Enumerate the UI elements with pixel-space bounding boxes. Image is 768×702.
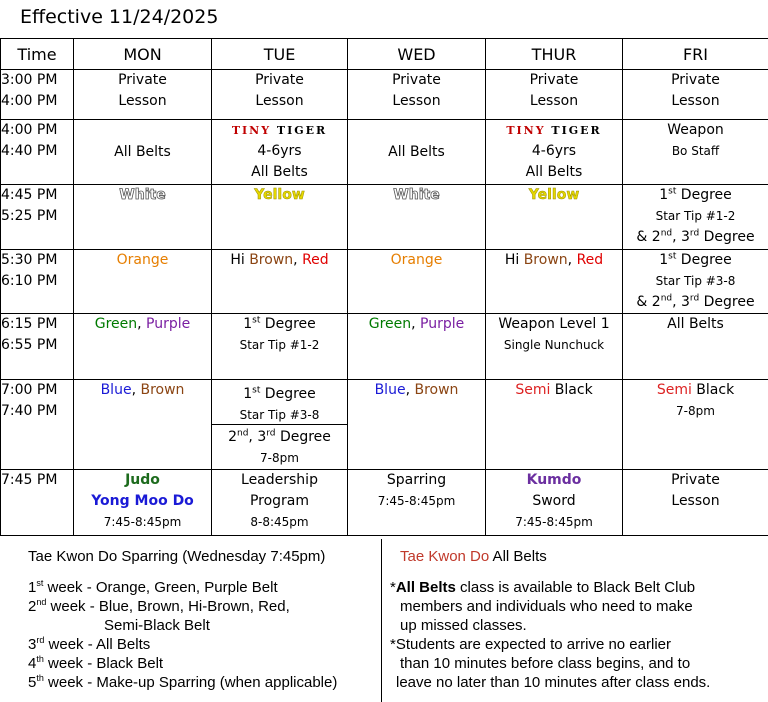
note-2-line-3: leave no later than 10 minutes after class ends. bbox=[396, 674, 711, 691]
black-label: Black bbox=[691, 382, 735, 398]
row-7pm bbox=[1, 380, 768, 470]
brown-belt: Brown bbox=[523, 252, 568, 268]
tkd-all-belts: Tae Kwon Do All Belts bbox=[400, 548, 547, 565]
wed-green-purple: Green, Purple bbox=[348, 314, 486, 380]
tiger-text: TIGER bbox=[551, 124, 602, 137]
lesson-label: Lesson bbox=[529, 93, 579, 109]
star-tip: Star Tip #1-2 bbox=[239, 338, 320, 352]
yongmoodo-label: Yong Moo Do bbox=[91, 493, 194, 509]
star-tip: Star Tip #3-8 bbox=[655, 274, 736, 288]
private-label: Private bbox=[118, 72, 167, 88]
class-label: All Belts bbox=[388, 143, 445, 160]
header-row bbox=[1, 39, 768, 70]
sparring-title: Tae Kwon Do Sparring (Wednesday 7:45pm) bbox=[28, 548, 326, 565]
row-4pm bbox=[1, 120, 768, 185]
wed-white bbox=[348, 185, 486, 250]
private-label: Private bbox=[671, 472, 720, 488]
note-2: *Students are expected to arrive no earlier bbox=[390, 636, 671, 653]
tue-tiny-tiger bbox=[212, 120, 348, 185]
mon-white bbox=[74, 185, 212, 250]
time-note: 7:45-8:45pm bbox=[515, 515, 593, 529]
tue-lower bbox=[212, 425, 347, 469]
time-cell bbox=[1, 470, 74, 536]
program-label: Program bbox=[249, 493, 310, 509]
purple-belt: Purple bbox=[420, 316, 465, 332]
tiny-tiger-logo bbox=[212, 120, 347, 141]
header-wed: WED bbox=[348, 39, 486, 70]
fri-private-lesson bbox=[623, 70, 768, 120]
blue-belt: Blue bbox=[374, 382, 406, 398]
tiny-text: TINY bbox=[231, 124, 272, 137]
fri-semi-black bbox=[623, 380, 768, 470]
time-start: 7:00 PM bbox=[1, 382, 58, 398]
thur-private-lesson bbox=[486, 70, 623, 120]
time-start: 4:45 PM bbox=[1, 187, 58, 203]
mon-all-belts bbox=[74, 120, 212, 185]
second-third-degree: 2nd, 3rd Degree bbox=[228, 428, 331, 445]
row-3pm bbox=[1, 70, 768, 120]
red-belt: Red bbox=[302, 252, 329, 268]
time-note: 7-8pm bbox=[260, 451, 299, 465]
week-2-cont: Semi-Black Belt bbox=[104, 617, 210, 634]
time-note: 8-8:45pm bbox=[250, 515, 309, 529]
row-530pm bbox=[1, 250, 768, 314]
week-2: 2nd week - Blue, Brown, Hi-Brown, Red, bbox=[28, 597, 290, 615]
lesson-label: Lesson bbox=[671, 493, 720, 509]
time-note: 7:45-8:45pm bbox=[377, 494, 456, 508]
time-end: 5:25 PM bbox=[1, 208, 58, 224]
note-1: *All Belts class is available to Black Belt Club bbox=[390, 579, 696, 596]
class-label: All Belts bbox=[667, 316, 724, 332]
class-label: Weapon bbox=[667, 122, 724, 138]
semi-label: Semi bbox=[515, 382, 551, 398]
fri-weapon bbox=[623, 120, 768, 185]
time-end: 7:40 PM bbox=[1, 403, 58, 419]
black-label: Black bbox=[550, 382, 593, 398]
private-label: Private bbox=[671, 72, 720, 88]
white-belt: White bbox=[393, 187, 440, 203]
purple-belt: Purple bbox=[146, 316, 191, 332]
mon-orange bbox=[74, 250, 212, 314]
lesson-label: Lesson bbox=[255, 93, 304, 109]
notes-section bbox=[0, 539, 768, 702]
time-cell bbox=[1, 314, 74, 380]
mon-green-purple: Green, Purple bbox=[74, 314, 212, 380]
time-start: 6:15 PM bbox=[1, 316, 58, 332]
time-start: 3:00 PM bbox=[1, 72, 58, 88]
thur-weapon-level bbox=[486, 314, 623, 380]
time-end: 6:55 PM bbox=[1, 337, 58, 353]
green-belt: Green bbox=[94, 316, 138, 332]
week-5: 5th week - Make-up Sparring (when applicable) bbox=[28, 673, 338, 691]
tue-leadership bbox=[212, 470, 348, 536]
thur-hi-brown-red: Hi Brown, Red bbox=[486, 250, 623, 314]
sword-label: Sword bbox=[532, 493, 576, 509]
hi-label: Hi bbox=[504, 252, 524, 268]
header-time: Time bbox=[1, 39, 74, 70]
schedule-table bbox=[0, 38, 768, 536]
time-cell bbox=[1, 185, 74, 250]
orange-belt: Orange bbox=[116, 252, 169, 268]
tue-private-lesson bbox=[212, 70, 348, 120]
class-label: Weapon Level 1 bbox=[498, 316, 610, 332]
first-degree: 1st Degree bbox=[659, 251, 732, 268]
first-degree: 1st Degree bbox=[243, 315, 316, 332]
header-fri: FRI bbox=[623, 39, 768, 70]
tue-upper bbox=[212, 380, 347, 425]
fri-private-lesson bbox=[623, 470, 768, 536]
wed-sparring bbox=[348, 470, 486, 536]
semi-label: Semi bbox=[656, 382, 692, 398]
time-cell bbox=[1, 120, 74, 185]
week-1: 1st week - Orange, Green, Purple Belt bbox=[28, 578, 278, 596]
row-745pm bbox=[1, 470, 768, 536]
tkd-label: Tae Kwon Do bbox=[400, 548, 490, 565]
tue-hi-brown-red: Hi Brown, Red bbox=[212, 250, 348, 314]
time-end: 4:40 PM bbox=[1, 143, 58, 159]
thur-yellow bbox=[486, 185, 623, 250]
tiger-text: TIGER bbox=[276, 124, 328, 137]
class-notes bbox=[390, 547, 760, 692]
note-1-line-3: up missed classes. bbox=[400, 617, 527, 634]
second-third-degree: & 2nd, 3rd Degree bbox=[636, 293, 755, 310]
sparring-schedule bbox=[28, 547, 378, 692]
judo-label: Judo bbox=[125, 472, 160, 488]
private-label: Private bbox=[529, 72, 579, 88]
class-label: All Belts bbox=[251, 164, 308, 180]
blue-belt: Blue bbox=[100, 382, 132, 398]
week-4: 4th week - Black Belt bbox=[28, 654, 164, 672]
private-label: Private bbox=[392, 72, 441, 88]
header-mon: MON bbox=[74, 39, 212, 70]
thur-kumdo bbox=[486, 470, 623, 536]
kumdo-label: Kumdo bbox=[526, 472, 582, 488]
private-label: Private bbox=[255, 72, 304, 88]
row-445pm bbox=[1, 185, 768, 250]
time-cell bbox=[1, 380, 74, 470]
divider bbox=[381, 539, 382, 702]
red-belt: Red bbox=[576, 252, 604, 268]
first-degree: 1st Degree bbox=[243, 385, 316, 402]
lesson-label: Lesson bbox=[118, 93, 167, 109]
hi-label: Hi bbox=[230, 252, 250, 268]
row-615pm bbox=[1, 314, 768, 380]
green-belt: Green bbox=[368, 316, 412, 332]
wed-orange bbox=[348, 250, 486, 314]
tue-yellow bbox=[212, 185, 348, 250]
tue-split-cell bbox=[212, 380, 348, 470]
class-label: All Belts bbox=[114, 143, 171, 160]
time-cell bbox=[1, 250, 74, 314]
time-start: 4:00 PM bbox=[1, 122, 58, 138]
time-note: 7-8pm bbox=[676, 404, 715, 418]
wed-blue-brown: Blue, Brown bbox=[348, 380, 486, 470]
effective-date-title: Effective 11/24/2025 bbox=[20, 6, 219, 28]
class-label: Sparring bbox=[386, 472, 447, 488]
tiny-tiger-logo bbox=[486, 120, 622, 141]
time-end: 6:10 PM bbox=[1, 273, 58, 289]
week-3: 3rd week - All Belts bbox=[28, 635, 151, 653]
mon-judo-yongmoodo bbox=[74, 470, 212, 536]
brown-belt: Brown bbox=[140, 382, 185, 398]
fri-all-belts bbox=[623, 314, 768, 380]
orange-belt: Orange bbox=[390, 252, 443, 268]
weapon-type: Bo Staff bbox=[671, 144, 720, 158]
first-degree: 1st Degree bbox=[659, 186, 732, 203]
star-tip: Star Tip #1-2 bbox=[655, 209, 736, 223]
class-label: Leadership bbox=[241, 472, 318, 488]
thur-semi-black bbox=[486, 380, 623, 470]
time-note: 7:45-8:45pm bbox=[103, 515, 182, 529]
weapon-type: Single Nunchuck bbox=[503, 338, 605, 352]
lesson-label: Lesson bbox=[392, 93, 441, 109]
wed-private-lesson bbox=[348, 70, 486, 120]
age-label: 4-6yrs bbox=[531, 143, 577, 159]
tue-degree-class bbox=[212, 314, 348, 380]
brown-belt: Brown bbox=[414, 382, 459, 398]
header-tue: TUE bbox=[212, 39, 348, 70]
mon-blue-brown: Blue, Brown bbox=[74, 380, 212, 470]
header-thur: THUR bbox=[486, 39, 623, 70]
yellow-belt: Yellow bbox=[254, 187, 305, 203]
fri-degree-class bbox=[623, 185, 768, 250]
lesson-label: Lesson bbox=[671, 93, 720, 109]
class-label: All Belts bbox=[525, 164, 583, 180]
note-1-line-2: members and individuals who need to make bbox=[400, 598, 693, 615]
wed-all-belts bbox=[348, 120, 486, 185]
time-end: 4:00 PM bbox=[1, 93, 58, 109]
brown-belt: Brown bbox=[249, 252, 294, 268]
mon-private-lesson bbox=[74, 70, 212, 120]
note-2-line-2: than 10 minutes before class begins, and to bbox=[400, 655, 691, 672]
time-cell bbox=[1, 70, 74, 120]
time-start: 5:30 PM bbox=[1, 252, 58, 268]
white-belt: White bbox=[119, 187, 166, 203]
second-third-degree: & 2nd, 3rd Degree bbox=[636, 228, 755, 245]
star-tip: Star Tip #3-8 bbox=[239, 408, 320, 422]
fri-degree-class bbox=[623, 250, 768, 314]
thur-tiny-tiger bbox=[486, 120, 623, 185]
age-label: 4-6yrs bbox=[257, 143, 302, 159]
yellow-belt: Yellow bbox=[528, 187, 580, 203]
tiny-text: TINY bbox=[506, 124, 546, 137]
time-start: 7:45 PM bbox=[1, 472, 58, 488]
